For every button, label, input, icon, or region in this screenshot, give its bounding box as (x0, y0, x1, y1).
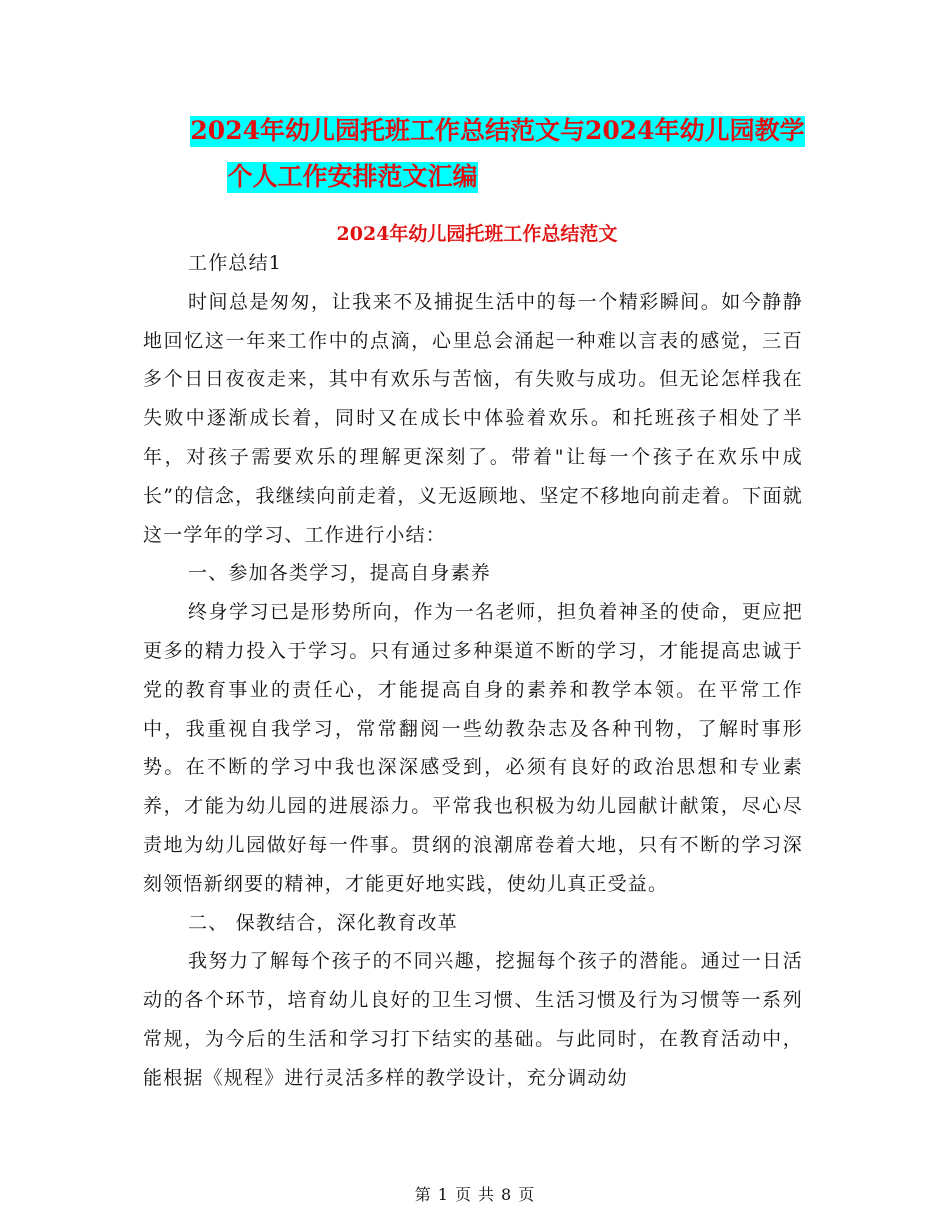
title-line-2-text: 个人工作安排范文汇编 (227, 162, 478, 191)
section-subtitle: 2024年幼儿园托班工作总结范文 (336, 223, 618, 245)
footer-current-page: 1 (437, 1185, 449, 1204)
paragraph-section-one-body: 终身学习已是形势所向，作为一名老师，担负着神圣的使命，更应把更多的精力投入于学习。只有通过多种渠道不断的学习，才能提高忠诚于党的教育事业的责任心，才能提高自身的素养和教学本领。在平常工作中，我重视自我学习，常常翻阅一些幼教杂志及各种刊物，了解时事形势。在不断的学习中我也深深感受到，必须有良好的政治思想和专业素养，才能为幼儿园的进展添力。平常我也积极为幼儿园献计献策，尽心尽责地为幼儿园做好每一件事。贯纲的浪潮席卷着大地，只有不断的学习深刻领悟新纲要的精神，才能更好地实践，使幼儿真正受益。 (143, 601, 803, 895)
document-body (143, 244, 803, 1098)
paragraph-heading-summary: 工作总结1 (188, 252, 283, 274)
paragraph-section-two-body: 我努力了解每个孩子的不同兴趣，挖掘每个孩子的潜能。通过一日活动的各个环节，培育幼儿良好的卫生习惯、生活习惯及行为习惯等一系列常规，为今后的生活和学习打下结实的基础。与此同时，在教育活动中，能根据《规程》进行灵活多样的教学设计，充分调动幼 (143, 950, 803, 1089)
footer-suffix: 页 (518, 1185, 536, 1204)
paragraph-intro: 时间总是匆匆，让我来不及捕捉生活中的每一个精彩瞬间。如今静静地回忆这一年来工作中的点滴，心里总会涌起一种难以言表的感觉，三百多个日日夜夜走来，其中有欢乐与苦恼，有失败与成功。但无论怎样我在失败中逐渐成长着，同时又在成长中体验着欢乐。和托班孩子相处了半年，对孩子需要欢乐的理解更深刻了。带着"让每一个孩子在欢乐中成长”的信念，我继续向前走着，义无返顾地、坚定不移地向前走着。下面就这一学年的学习、工作进行小结： (143, 290, 803, 546)
paragraph-section-one-heading: 一、参加各类学习，提高自身素养 (188, 562, 492, 585)
page-footer (0, 1182, 950, 1205)
footer-total-pages: 8 (501, 1185, 513, 1204)
footer-total-prefix: 共 (478, 1185, 496, 1204)
title-line-1-text: 2024年幼儿园托班工作总结范文与2024年幼儿园教学 (190, 116, 805, 145)
paragraph-section-two-heading: 二、 保教结合，深化教育改革 (188, 911, 458, 934)
title-line-2 (0, 154, 950, 200)
footer-page-label: 页 (454, 1185, 472, 1204)
footer-prefix: 第 (414, 1185, 432, 1204)
document-title (0, 108, 950, 200)
title-line-1 (0, 108, 950, 154)
